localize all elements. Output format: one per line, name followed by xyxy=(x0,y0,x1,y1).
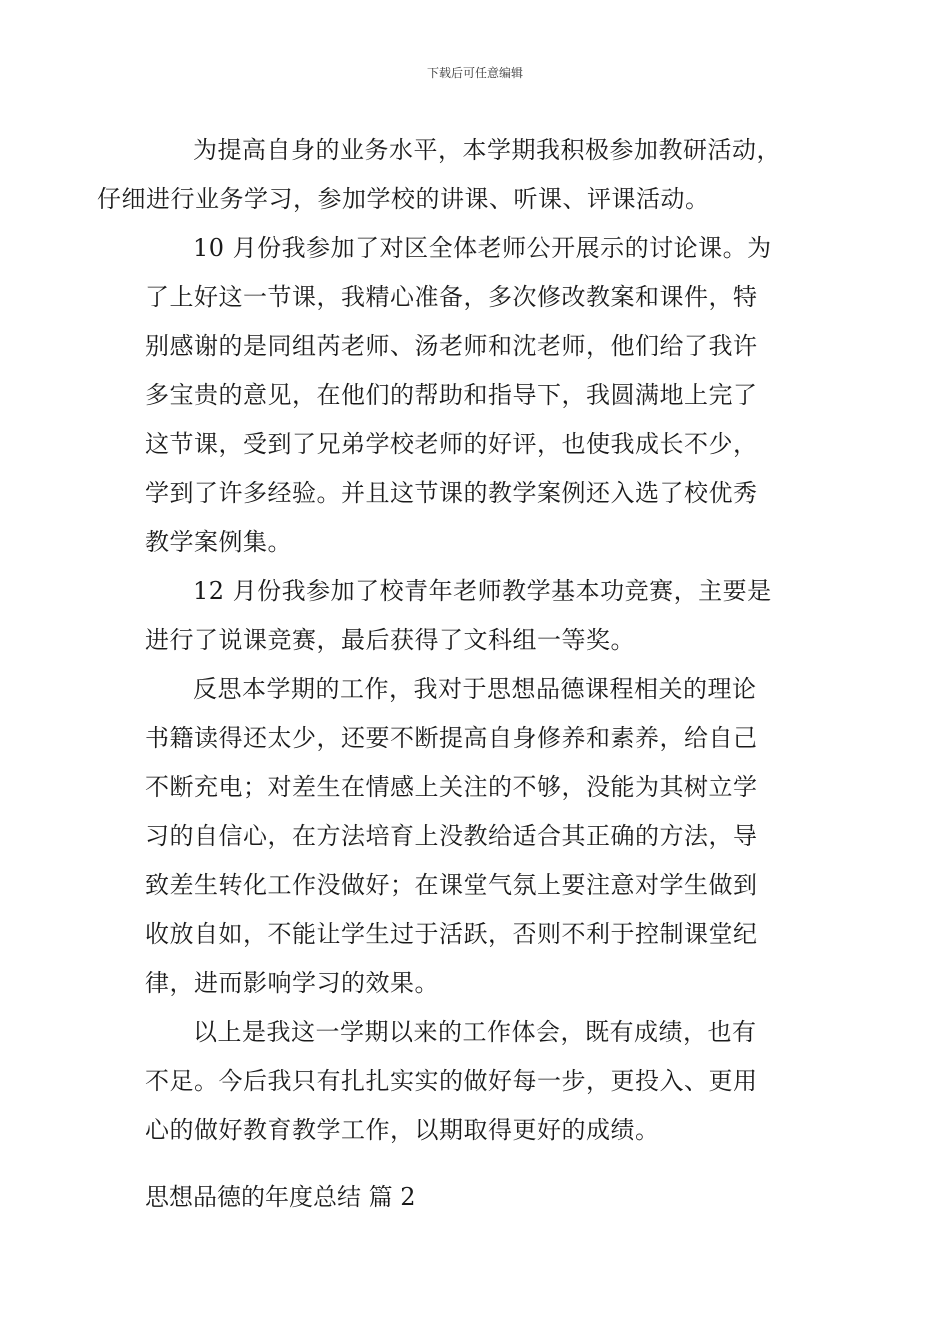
text-line: 不断充电；对差生在情感上关注的不够，没能为其树立学 xyxy=(145,773,758,801)
text-line: 12 月份我参加了校青年老师教学基本功竞赛，主要是 xyxy=(193,577,772,605)
text-line: 别感谢的是同组芮老师、汤老师和沈老师，他们给了我许 xyxy=(145,332,758,360)
text-line: 习的自信心，在方法培育上没教给适合其正确的方法，导 xyxy=(145,822,758,850)
text-line: 书籍读得还太少，还要不断提高自身修养和素养，给自己 xyxy=(145,724,758,752)
section-heading: 思想品德的年度总结 篇 2 xyxy=(145,1183,416,1211)
text-line: 这节课，受到了兄弟学校老师的好评，也使我成长不少， xyxy=(145,430,758,458)
text-line: 学到了许多经验。并且这节课的教学案例还入选了校优秀 xyxy=(145,479,758,507)
text-line: 教学案例集。 xyxy=(145,528,292,556)
paragraph-1 xyxy=(97,126,815,224)
paragraph-3 xyxy=(145,567,815,665)
text-line: 致差生转化工作没做好；在课堂气氛上要注意对学生做到 xyxy=(145,871,758,899)
text-line: 以上是我这一学期以来的工作体会，既有成绩，也有 xyxy=(193,1018,757,1046)
text-line: 10 月份我参加了对区全体老师公开展示的讨论课。为 xyxy=(193,234,772,262)
text-line: 仔细进行业务学习，参加学校的讲课、听课、评课活动。 xyxy=(97,185,710,213)
text-line: 多宝贵的意见，在他们的帮助和指导下，我圆满地上完了 xyxy=(145,381,758,409)
text-line: 了上好这一节课，我精心准备，多次修改教案和课件，特 xyxy=(145,283,758,311)
paragraph-2 xyxy=(145,224,815,567)
text-line: 不足。今后我只有扎扎实实的做好每一步，更投入、更用 xyxy=(145,1067,758,1095)
paragraph-5 xyxy=(145,1008,815,1155)
header-note: 下载后可任意编辑 xyxy=(426,66,523,80)
text-line: 收放自如，不能让学生过于活跃，否则不利于控制课堂纪 xyxy=(145,920,758,948)
text-line: 为提高自身的业务水平，本学期我积极参加教研活动， xyxy=(193,136,781,164)
text-line: 反思本学期的工作，我对于思想品德课程相关的理论 xyxy=(193,675,757,703)
text-line: 心的做好教育教学工作，以期取得更好的成绩。 xyxy=(145,1116,660,1144)
text-line: 律，进而影响学习的效果。 xyxy=(145,969,439,997)
paragraph-4 xyxy=(145,665,815,1008)
document-body xyxy=(97,126,815,1155)
text-line: 进行了说课竞赛，最后获得了文科组一等奖。 xyxy=(145,626,635,654)
